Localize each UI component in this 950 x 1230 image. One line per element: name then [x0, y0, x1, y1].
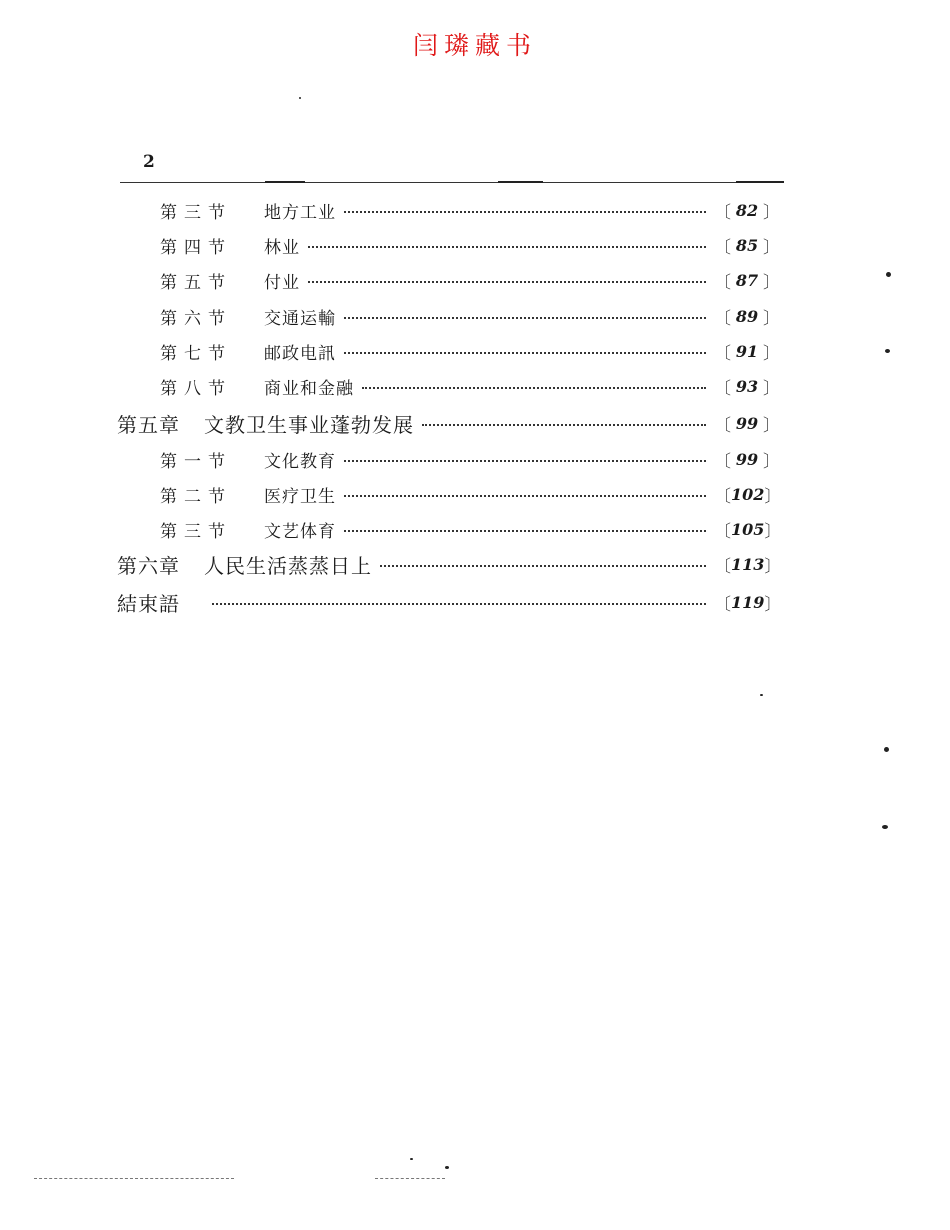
toc-section-entry: [160, 512, 780, 546]
toc-entry-label: 第八节: [160, 378, 232, 399]
close-bracket: 〕: [764, 486, 782, 507]
toc-entry-title: 付业: [264, 272, 300, 293]
toc-chapter-entry: [117, 406, 780, 440]
toc-entry-title: 医疗卫生: [264, 486, 336, 507]
dot-leader: [380, 565, 706, 567]
toc-entry-label: 第六节: [160, 308, 232, 329]
scan-speck: [445, 1166, 449, 1169]
toc-page-ref: [714, 411, 780, 436]
dot-leader: [344, 530, 706, 532]
toc-section-entry: [160, 442, 780, 476]
dot-leader: [308, 246, 706, 248]
page-number: 2: [143, 152, 155, 172]
dot-leader: [308, 281, 706, 283]
toc-page-number: 99: [735, 413, 759, 433]
open-bracket: 〔: [714, 451, 731, 472]
toc-section-entry: [160, 334, 780, 368]
close-bracket: 〕: [764, 594, 782, 615]
toc-page-ref: [714, 304, 780, 329]
bottom-scan-line: [375, 1178, 445, 1179]
toc-page-number: 113: [731, 554, 765, 574]
open-bracket: 〔: [714, 308, 731, 329]
close-bracket: 〕: [762, 343, 780, 364]
dot-leader: [344, 460, 706, 462]
toc-page-ref: [714, 552, 780, 577]
close-bracket: 〕: [762, 272, 780, 293]
toc-page-ref: [714, 482, 780, 507]
toc-entry-label: 第六章: [117, 553, 180, 578]
header-rule-fragment: [265, 181, 305, 183]
toc-section-entry: [160, 263, 780, 297]
toc-page-ref: [714, 374, 780, 399]
open-bracket: 〔: [714, 556, 731, 577]
toc-entry-title: 文教卫生事业蓬勃发展: [204, 412, 414, 437]
dot-leader: [422, 424, 706, 426]
toc-entry-label: 第三节: [160, 521, 232, 542]
toc-entry-label: 第七节: [160, 343, 232, 364]
toc-entry-label: 第二节: [160, 486, 232, 507]
dot-leader: [344, 352, 706, 354]
dot-leader: [344, 495, 706, 497]
open-bracket: 〔: [714, 343, 731, 364]
toc-page-number: 119: [731, 592, 765, 612]
toc-section-entry: [160, 193, 780, 227]
toc-section-entry: [160, 299, 780, 333]
toc-entry-label: 第四节: [160, 237, 232, 258]
toc-section-entry: [160, 477, 780, 511]
toc-page-ref: [714, 198, 780, 223]
open-bracket: 〔: [714, 486, 731, 507]
scan-speck: [886, 272, 891, 277]
close-bracket: 〕: [762, 308, 780, 329]
scan-speck: [760, 694, 763, 696]
toc-entry-label: 第五节: [160, 272, 232, 293]
header-rule-fragment: [736, 181, 784, 183]
header-rule: [120, 182, 784, 183]
close-bracket: 〕: [762, 237, 780, 258]
toc-page-number: 102: [731, 484, 765, 504]
toc-page-number: 82: [735, 200, 759, 220]
toc-entry-label: 第五章: [117, 412, 180, 437]
dot-leader: [212, 603, 706, 605]
header-rule-fragment: [498, 181, 543, 183]
toc-chapter-entry: [117, 585, 780, 619]
toc-entry-title: 交通运輸: [264, 308, 336, 329]
toc-entry-label: 第一节: [160, 451, 232, 472]
close-bracket: 〕: [762, 451, 780, 472]
toc-page-number: 89: [735, 306, 759, 326]
dot-leader: [344, 211, 706, 213]
scan-speck: [884, 747, 889, 752]
open-bracket: 〔: [714, 415, 731, 436]
scan-speck: [882, 825, 888, 829]
toc-page-number: 93: [735, 376, 759, 396]
toc-page-number: 105: [731, 519, 765, 539]
toc-page-ref: [714, 233, 780, 258]
toc-entry-title: 林业: [264, 237, 300, 258]
open-bracket: 〔: [714, 272, 731, 293]
open-bracket: 〔: [714, 237, 731, 258]
toc-section-entry: [160, 369, 780, 403]
scan-speck: [410, 1158, 413, 1160]
toc-chapter-entry: [117, 547, 780, 581]
scan-speck: [885, 349, 890, 353]
toc-entry-title: 商业和金融: [264, 378, 354, 399]
open-bracket: 〔: [714, 202, 731, 223]
toc-page-ref: [714, 447, 780, 472]
open-bracket: 〔: [714, 378, 731, 399]
open-bracket: 〔: [714, 594, 731, 615]
toc-page-ref: [714, 268, 780, 293]
close-bracket: 〕: [764, 521, 782, 542]
toc-entry-label: 第三节: [160, 202, 232, 223]
toc-section-entry: [160, 228, 780, 262]
toc-page-ref: [714, 590, 780, 615]
close-bracket: 〕: [762, 378, 780, 399]
open-bracket: 〔: [714, 521, 731, 542]
toc-page-ref: [714, 339, 780, 364]
toc-entry-label: 結束語: [117, 591, 180, 616]
toc-entry-title: 地方工业: [264, 202, 336, 223]
close-bracket: 〕: [762, 415, 780, 436]
close-bracket: 〕: [764, 556, 782, 577]
toc-page-number: 99: [735, 449, 759, 469]
bottom-scan-line: [34, 1178, 234, 1179]
toc-entry-title: 人民生活蒸蒸日上: [204, 553, 372, 578]
toc-entry-title: 邮政电訊: [264, 343, 336, 364]
toc-entry-title: 文艺体育: [264, 521, 336, 542]
toc-page-number: 85: [735, 235, 759, 255]
scan-speck: [299, 97, 301, 99]
dot-leader: [344, 317, 706, 319]
dot-leader: [362, 387, 706, 389]
toc-page-number: 87: [735, 270, 759, 290]
toc-page-number: 91: [735, 341, 759, 361]
toc-page-ref: [714, 517, 780, 542]
collector-stamp: 闫璘藏书: [412, 31, 537, 60]
toc-entry-title: 文化教育: [264, 451, 336, 472]
close-bracket: 〕: [762, 202, 780, 223]
